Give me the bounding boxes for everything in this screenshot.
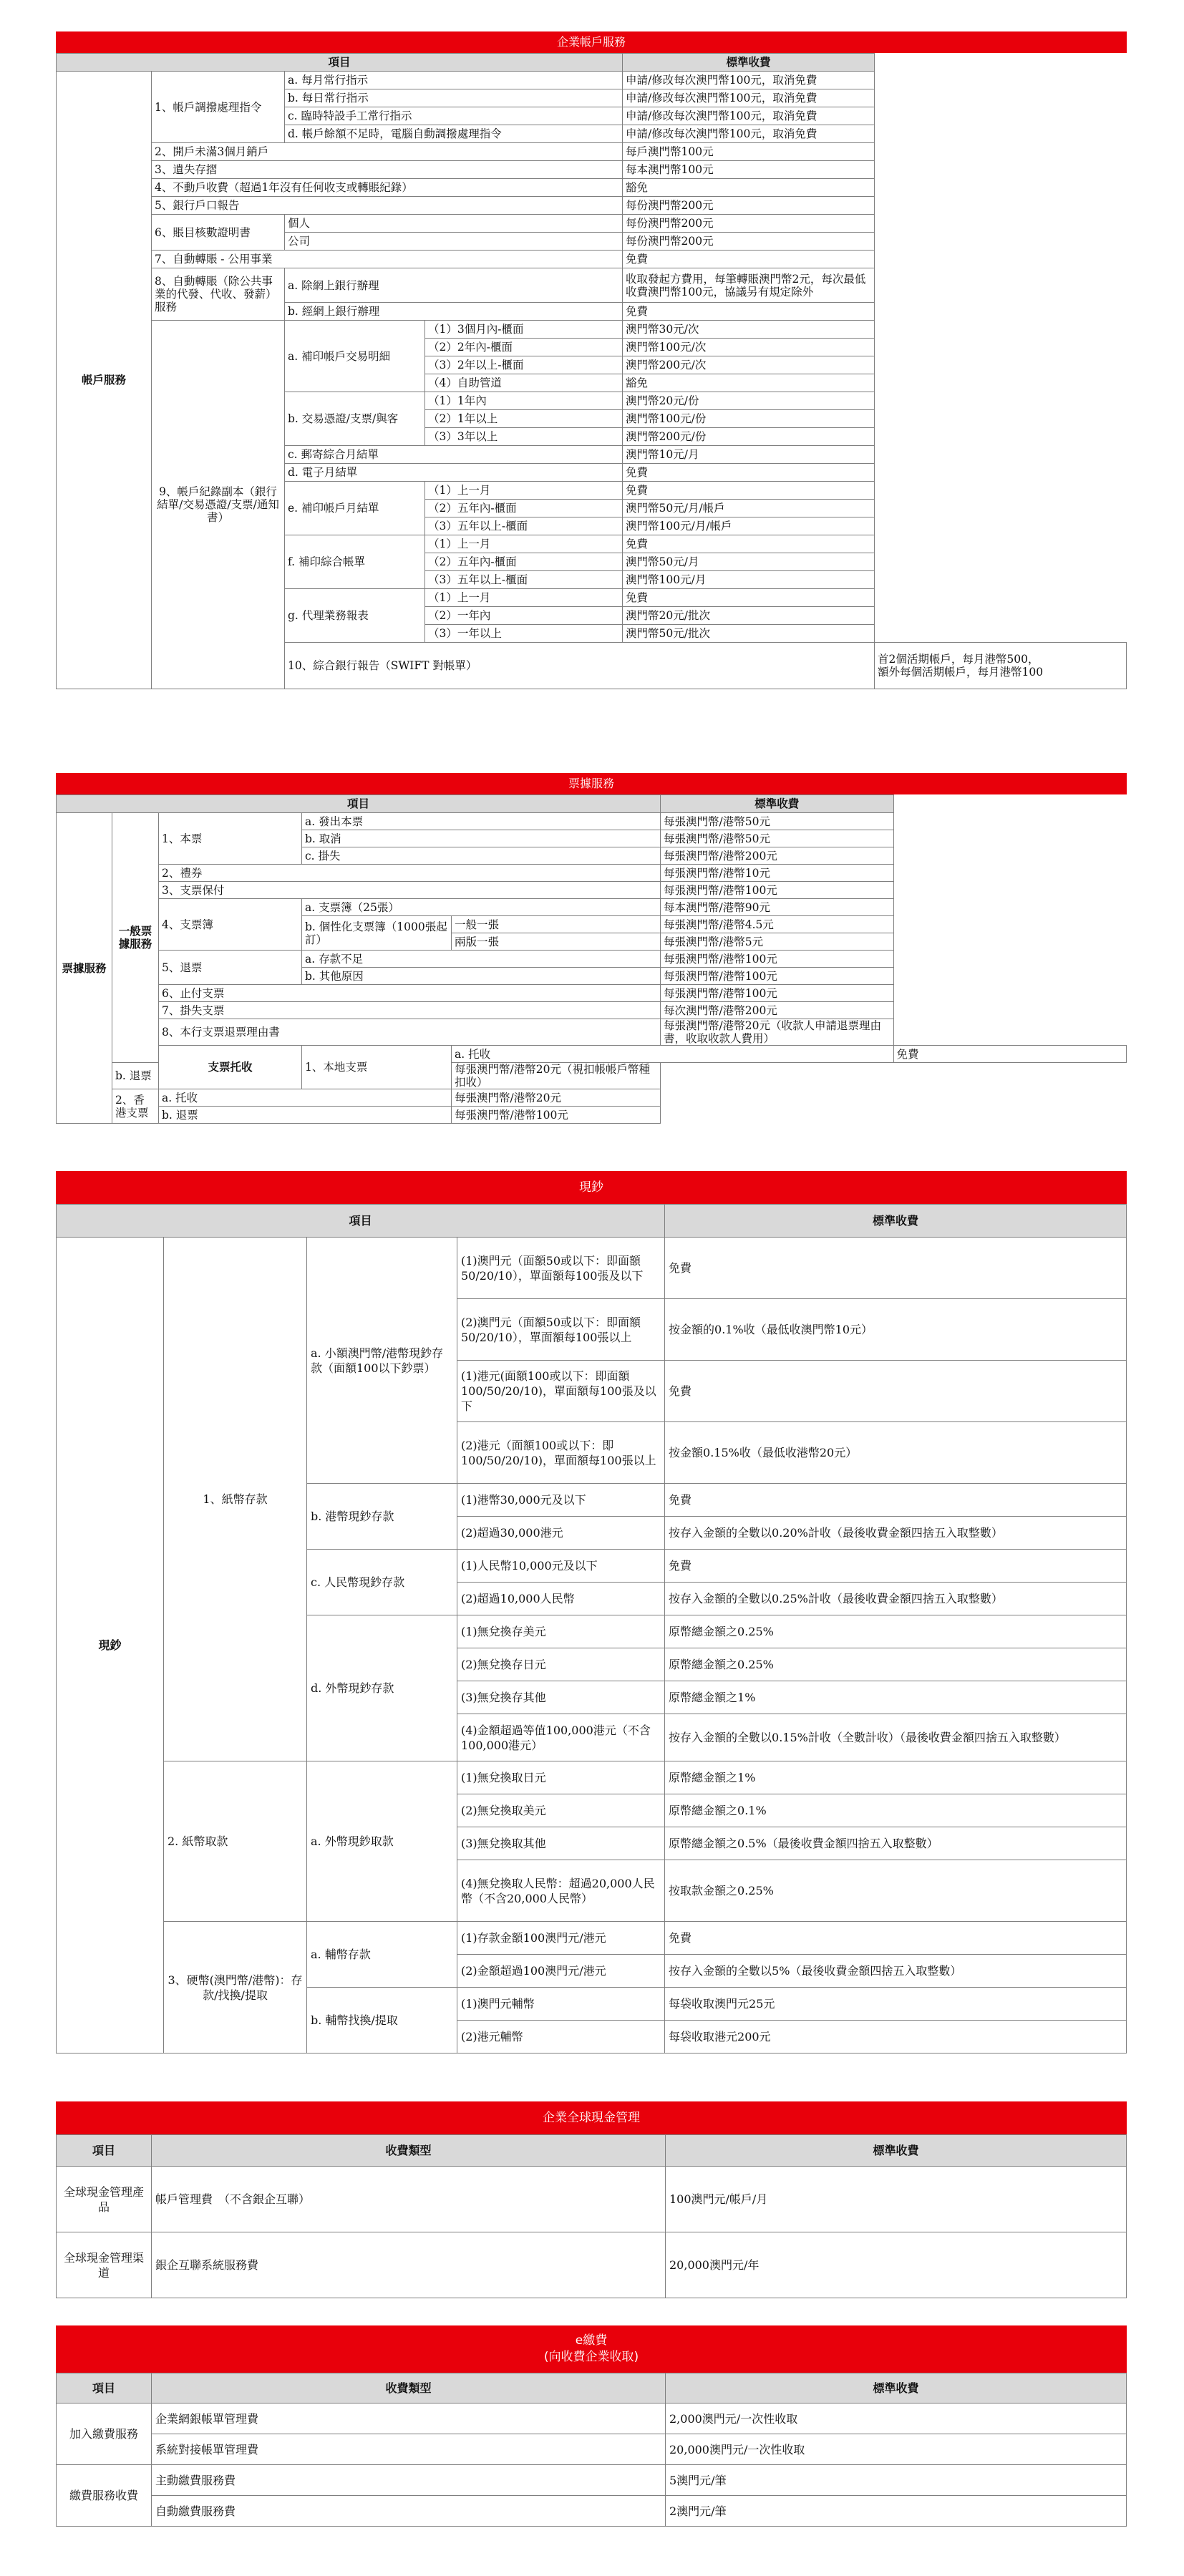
item-label: 3、遺失存摺 bbox=[152, 161, 623, 179]
item-label: 3、支票保付 bbox=[159, 882, 661, 899]
section-title bbox=[56, 2325, 1127, 2373]
fee-value: 每戶澳門幣100元 bbox=[623, 143, 875, 161]
section-title: 現鈔 bbox=[56, 1171, 1127, 1204]
item-label: 3、硬幣(澳門幣/港幣)：存款/找換/提取 bbox=[164, 1922, 307, 2053]
item-label: 8、自動轉賬（除公共事業的代發、代收、發薪）服務 bbox=[152, 268, 285, 321]
item-label: (1)港幣30,000元及以下 bbox=[457, 1484, 665, 1517]
item-label: （2）五年內-櫃面 bbox=[425, 553, 623, 571]
fee-value: 每張澳門幣/港幣100元 bbox=[661, 951, 893, 968]
item-label: b. 港幣現鈔存款 bbox=[307, 1484, 457, 1550]
item-label: a. 每月常行指示 bbox=[285, 72, 623, 89]
fee-value: 免費 bbox=[665, 1550, 1127, 1583]
item-label: 2、香港支票 bbox=[112, 1089, 159, 1124]
fee-value: 按金額的0.1%收（最低收澳門幣10元） bbox=[665, 1299, 1127, 1361]
fee-value: 豁免 bbox=[623, 374, 875, 392]
fee-value: 澳門幣20元/批次 bbox=[623, 607, 875, 625]
item-label: a. 補印帳戶交易明細 bbox=[285, 321, 425, 392]
item-label: 6、賬目核數證明書 bbox=[152, 215, 285, 251]
fee-value: 澳門幣30元/次 bbox=[623, 321, 875, 339]
item-label: b. 交易憑證/支票/與客 bbox=[285, 392, 425, 446]
fee-value: 按存入金額的全數以0.20%計收（最後收費金額四捨五入取整數） bbox=[665, 1517, 1127, 1550]
fee-value: 原幣總金額之0.5%（最後收費金額四捨五入取整數） bbox=[665, 1827, 1127, 1860]
fee-value: 按金額0.15%收（最低收港幣20元） bbox=[665, 1422, 1127, 1484]
global-cash-management-table bbox=[56, 2134, 1127, 2298]
fee-value: 原幣總金額之1% bbox=[665, 1761, 1127, 1794]
item-label: （3）五年以上-櫃面 bbox=[425, 571, 623, 589]
item-label: 4、不動戶收費（超過1年沒有任何收支或轉賬紀錄） bbox=[152, 179, 623, 197]
fee-value: 免費 bbox=[623, 535, 875, 553]
fee-line: 額外每個活期帳戶，每月港幣100 bbox=[878, 666, 1044, 679]
item-label: (1)存款金額100澳門元/港元 bbox=[457, 1922, 665, 1955]
header-fee: 標準收費 bbox=[666, 2373, 1127, 2404]
cash-section bbox=[56, 1171, 1127, 2053]
cash-table bbox=[56, 1204, 1127, 2053]
item-label: d. 外幣現鈔存款 bbox=[307, 1615, 457, 1761]
fee-value: 按取款金額之0.25% bbox=[665, 1860, 1127, 1922]
item-label: d. 電子月結單 bbox=[285, 464, 623, 482]
fee-value: 每份澳門幣200元 bbox=[623, 215, 875, 233]
item-label: 1、帳戶調撥處理指令 bbox=[152, 72, 285, 143]
fee-value: 澳門幣20元/份 bbox=[623, 392, 875, 410]
header-fee: 標準收費 bbox=[666, 2135, 1127, 2167]
item-label: (2)超過10,000人民幣 bbox=[457, 1583, 665, 1615]
item-label: f. 補印綜合帳單 bbox=[285, 535, 425, 589]
item-label: c. 人民幣現鈔存款 bbox=[307, 1550, 457, 1615]
item-label: (1)人民幣10,000元及以下 bbox=[457, 1550, 665, 1583]
fee-value: 按存入金額的全數以0.25%計收（最後收費金額四捨五入取整數） bbox=[665, 1583, 1127, 1615]
item-label: a. 托收 bbox=[159, 1089, 452, 1107]
item-label: 7、自動轉賬 - 公用事業 bbox=[152, 251, 623, 268]
fee-value: 豁免 bbox=[623, 179, 875, 197]
item-label: (2)澳門元（面額50或以下：即面額50/20/10），單面額每100張以上 bbox=[457, 1299, 665, 1361]
item-label: b. 每日常行指示 bbox=[285, 89, 623, 107]
item-label: a. 托收 bbox=[452, 1046, 894, 1063]
item-label: (1)澳門元輔幣 bbox=[457, 1988, 665, 2021]
item-label: 10、綜合銀行報告（SWIFT 對帳單） bbox=[285, 643, 875, 689]
item-label: a. 外幣現鈔取款 bbox=[307, 1761, 457, 1922]
item-label: b. 退票 bbox=[112, 1063, 302, 1089]
fee-type: 系統對接帳單管理費 bbox=[152, 2434, 666, 2465]
item-label: (2)金額超過100澳門元/港元 bbox=[457, 1955, 665, 1988]
fee-type: 銀企互聯系統服務費 bbox=[152, 2232, 666, 2298]
fee-value: 澳門幣100元/月 bbox=[623, 571, 875, 589]
item-label: (2)超過30,000港元 bbox=[457, 1517, 665, 1550]
fee-value: 澳門幣50元/批次 bbox=[623, 625, 875, 643]
item-label: 全球現金管理渠道 bbox=[57, 2232, 152, 2298]
fee-value: 原幣總金額之1% bbox=[665, 1681, 1127, 1714]
fee-value: 每張澳門幣/港幣5元 bbox=[661, 933, 893, 951]
e-payment-section bbox=[56, 2325, 1127, 2527]
item-label: （1）3個月內-櫃面 bbox=[425, 321, 623, 339]
fee-value: 20,000澳門元/年 bbox=[666, 2232, 1127, 2298]
item-label: （2）2年內-櫃面 bbox=[425, 339, 623, 356]
fee-value: 澳門幣10元/月 bbox=[623, 446, 875, 464]
item-label: 1、紙幣存款 bbox=[164, 1238, 307, 1761]
fee-value: 申請/修改每次澳門幣100元，取消免費 bbox=[623, 125, 875, 143]
category-label: 帳戶服務 bbox=[57, 72, 152, 689]
fee-value: 每張澳門幣/港幣200元 bbox=[661, 847, 893, 865]
item-label: 1、本票 bbox=[159, 813, 302, 865]
item-label: 2、禮券 bbox=[159, 865, 661, 882]
category-label: 票據服務 bbox=[57, 813, 112, 1124]
e-payment-table bbox=[56, 2373, 1127, 2527]
item-label: c. 掛失 bbox=[302, 847, 661, 865]
item-label: b. 其他原因 bbox=[302, 968, 661, 985]
item-label: 公司 bbox=[285, 233, 623, 251]
section-subtitle: (向收費企業收取) bbox=[543, 2350, 639, 2364]
item-label: 一般一張 bbox=[452, 916, 661, 933]
group-label: 一般票據服務 bbox=[112, 813, 159, 1063]
fee-value: 免費 bbox=[623, 251, 875, 268]
account-services-table bbox=[56, 53, 1127, 689]
fee-value: 澳門幣100元/次 bbox=[623, 339, 875, 356]
item-label: 個人 bbox=[285, 215, 623, 233]
fee-value: 澳門幣100元/份 bbox=[623, 410, 875, 428]
fee-value: 每份澳門幣200元 bbox=[623, 197, 875, 215]
header-fee: 標準收費 bbox=[661, 795, 893, 813]
item-label: a. 支票簿（25張） bbox=[302, 899, 661, 916]
item-label: （3）一年以上 bbox=[425, 625, 623, 643]
item-label: a. 發出本票 bbox=[302, 813, 661, 830]
item-label: （2）一年內 bbox=[425, 607, 623, 625]
fee-value: 每張澳門幣/港幣100元 bbox=[661, 882, 893, 899]
fee-value: 申請/修改每次澳門幣100元，取消免費 bbox=[623, 89, 875, 107]
item-label: 8、本行支票退票理由書 bbox=[159, 1019, 661, 1046]
item-label: (1)澳門元（面額50或以下：即面額50/20/10），單面額每100張及以下 bbox=[457, 1238, 665, 1299]
fee-value: 每張澳門幣/港幣100元 bbox=[661, 985, 893, 1002]
item-label: （2）五年內-櫃面 bbox=[425, 500, 623, 517]
item-label: 7、掛失支票 bbox=[159, 1002, 661, 1019]
fee-value: 5澳門元/筆 bbox=[666, 2465, 1127, 2496]
bill-services-section bbox=[56, 773, 1127, 1124]
fee-value: 申請/修改每次澳門幣100元，取消免費 bbox=[623, 72, 875, 89]
item-label: （1）上一月 bbox=[425, 535, 623, 553]
fee-value: 每本澳門幣100元 bbox=[623, 161, 875, 179]
fee-value: 按存入金額的全數以0.15%計收（全數計收）（最後收費金額四捨五入取整數） bbox=[665, 1714, 1127, 1761]
fee-value: 免費 bbox=[623, 464, 875, 482]
fee-value: 免費 bbox=[893, 1046, 1127, 1063]
item-label: 繳費服務收費 bbox=[57, 2465, 152, 2527]
item-label: c. 臨時特設手工常行指示 bbox=[285, 107, 623, 125]
item-label: (1)港元(面額100或以下：即面額100/50/20/10)，單面額每100張及以下 bbox=[457, 1361, 665, 1422]
fee-value: 澳門幣100元/月/帳戶 bbox=[623, 517, 875, 535]
item-label: （1）1年內 bbox=[425, 392, 623, 410]
item-label: (2)無兌換存日元 bbox=[457, 1648, 665, 1681]
fee-value: 每張澳門幣/港幣10元 bbox=[661, 865, 893, 882]
header-type: 收費類型 bbox=[152, 2135, 666, 2167]
fee-value: 每張澳門幣/港幣4.5元 bbox=[661, 916, 893, 933]
item-label: (2)無兌換取美元 bbox=[457, 1794, 665, 1827]
item-label: 6、止付支票 bbox=[159, 985, 661, 1002]
fee-value: 每袋收取澳門元25元 bbox=[665, 1988, 1127, 2021]
item-label: a. 輔幣存款 bbox=[307, 1922, 457, 1988]
header-fee: 標準收費 bbox=[623, 54, 875, 72]
fee-value: 2澳門元/筆 bbox=[666, 2496, 1127, 2527]
item-label: (4)金額超過等值100,000港元（不含100,000港元） bbox=[457, 1714, 665, 1761]
fee-value: 澳門幣50元/月 bbox=[623, 553, 875, 571]
header-item: 項目 bbox=[57, 54, 623, 72]
fee-value: 每張澳門幣/港幣20元 bbox=[452, 1089, 661, 1107]
item-label: (2)港元輔幣 bbox=[457, 2021, 665, 2053]
item-label: （3）2年以上-櫃面 bbox=[425, 356, 623, 374]
item-label: 5、銀行戶口報告 bbox=[152, 197, 623, 215]
item-label: a. 存款不足 bbox=[302, 951, 661, 968]
item-label: 5、退票 bbox=[159, 951, 302, 985]
fee-type: 主動繳費服務費 bbox=[152, 2465, 666, 2496]
fee-value: 按存入金額的全數以5%（最後收費金額四捨五入取整數） bbox=[665, 1955, 1127, 1988]
item-label: b. 退票 bbox=[159, 1107, 452, 1124]
fee-value: 澳門幣50元/月/帳戶 bbox=[623, 500, 875, 517]
account-services-section bbox=[56, 31, 1127, 689]
item-label: (3)無兌換取其他 bbox=[457, 1827, 665, 1860]
header-type: 收費類型 bbox=[152, 2373, 666, 2404]
fee-value: 免費 bbox=[665, 1238, 1127, 1299]
fee-value: 每張澳門幣/港幣20元（收款人申請退票理由書，收取收款人費用） bbox=[661, 1019, 893, 1046]
fee-type: 自動繳費服務費 bbox=[152, 2496, 666, 2527]
section-title-line: e繳費 bbox=[575, 2333, 608, 2348]
item-label: （4）自助管道 bbox=[425, 374, 623, 392]
section-title: 企業全球現金管理 bbox=[56, 2101, 1127, 2134]
fee-value: 免費 bbox=[623, 482, 875, 500]
fee-value: 免費 bbox=[665, 1922, 1127, 1955]
item-label: (3)無兌換存其他 bbox=[457, 1681, 665, 1714]
fee-value: 澳門幣200元/份 bbox=[623, 428, 875, 446]
header-item: 項目 bbox=[57, 795, 661, 813]
item-label: 兩版一張 bbox=[452, 933, 661, 951]
fee-value: 原幣總金額之0.1% bbox=[665, 1794, 1127, 1827]
section-title: 票據服務 bbox=[56, 773, 1127, 794]
fee-value: 免費 bbox=[665, 1361, 1127, 1422]
item-label: b. 輔幣找換/提取 bbox=[307, 1988, 457, 2053]
header-item: 項目 bbox=[57, 2373, 152, 2404]
group-label: 支票托收 bbox=[159, 1046, 302, 1089]
fee-value: 原幣總金額之0.25% bbox=[665, 1615, 1127, 1648]
item-label: d. 帳戶餘額不足時，電腦自動調撥處理指令 bbox=[285, 125, 623, 143]
section-title: 企業帳戶服務 bbox=[56, 31, 1127, 53]
fee-value: 每張澳門幣/港幣50元 bbox=[661, 830, 893, 847]
item-label: （3）3年以上 bbox=[425, 428, 623, 446]
fee-value: 申請/修改每次澳門幣100元，取消免費 bbox=[623, 107, 875, 125]
item-label: g. 代理業務報表 bbox=[285, 589, 425, 643]
item-label: c. 郵寄綜合月結單 bbox=[285, 446, 623, 464]
item-label: b. 經網上銀行辦理 bbox=[285, 303, 623, 321]
fee-value: 每張澳門幣/港幣100元 bbox=[661, 968, 893, 985]
category-label: 現鈔 bbox=[57, 1238, 164, 2053]
fee-type: 帳戶管理費 （不含銀企互聯） bbox=[152, 2167, 666, 2232]
fee-value: 收取發起方費用，每筆轉賬澳門幣2元，每次最低收費澳門幣100元，協議另有規定除外 bbox=[623, 268, 875, 303]
header-item: 項目 bbox=[57, 2135, 152, 2167]
fee-value: 免費 bbox=[623, 589, 875, 607]
item-label: 4、支票簿 bbox=[159, 899, 302, 951]
fee-value: 每張澳門幣/港幣50元 bbox=[661, 813, 893, 830]
item-label: b. 取消 bbox=[302, 830, 661, 847]
item-label: b. 個性化支票簿（1000張起訂） bbox=[302, 916, 452, 951]
fee-value: 100澳門元/帳戶/月 bbox=[666, 2167, 1127, 2232]
fee-value: 每本澳門幣/港幣90元 bbox=[661, 899, 893, 916]
item-label: (1)無兌換取日元 bbox=[457, 1761, 665, 1794]
fee-type: 企業網銀帳單管理費 bbox=[152, 2404, 666, 2434]
fee-value: 澳門幣200元/次 bbox=[623, 356, 875, 374]
item-label: （3）五年以上-櫃面 bbox=[425, 517, 623, 535]
item-label: 1、本地支票 bbox=[302, 1046, 452, 1089]
fee-value: 原幣總金額之0.25% bbox=[665, 1648, 1127, 1681]
fee-value: 每份澳門幣200元 bbox=[623, 233, 875, 251]
item-label: 加入繳費服務 bbox=[57, 2404, 152, 2465]
fee-value: 免費 bbox=[665, 1484, 1127, 1517]
global-cash-management-section bbox=[56, 2101, 1127, 2298]
fee-value: 每張澳門幣/港幣100元 bbox=[452, 1107, 661, 1124]
header-item: 項目 bbox=[57, 1205, 665, 1238]
item-label: （2）1年以上 bbox=[425, 410, 623, 428]
bill-services-table bbox=[56, 794, 1127, 1124]
fee-value: 免費 bbox=[623, 303, 875, 321]
fee-value bbox=[875, 643, 1127, 689]
item-label: （1）上一月 bbox=[425, 482, 623, 500]
item-label: e. 補印帳戶月結單 bbox=[285, 482, 425, 535]
fee-value: 每次澳門幣/港幣200元 bbox=[661, 1002, 893, 1019]
item-label: 9、帳戶紀錄副本（銀行結單/交易憑證/支票/通知書） bbox=[152, 321, 285, 689]
item-label: （1）上一月 bbox=[425, 589, 623, 607]
item-label: (2)港元（面額100或以下：即100/50/20/10)，單面額每100張以上 bbox=[457, 1422, 665, 1484]
item-label: a. 除網上銀行辦理 bbox=[285, 268, 623, 303]
fee-line: 首2個活期帳戶，每月港幣500， bbox=[878, 653, 1039, 666]
item-label: a. 小額澳門幣/港幣現鈔存款（面額100以下鈔票） bbox=[307, 1238, 457, 1484]
item-label: 全球現金管理產品 bbox=[57, 2167, 152, 2232]
item-label: (4)無兌換取人民幣：超過20,000人民幣（不含20,000人民幣） bbox=[457, 1860, 665, 1922]
fee-value: 2,000澳門元/一次性收取 bbox=[666, 2404, 1127, 2434]
fee-value: 每張澳門幣/港幣20元（視扣帳帳戶幣種扣收） bbox=[452, 1063, 661, 1089]
header-fee: 標準收費 bbox=[665, 1205, 1127, 1238]
item-label: 2、開戶未滿3個月銷戶 bbox=[152, 143, 623, 161]
item-label: (1)無兌換存美元 bbox=[457, 1615, 665, 1648]
fee-value: 每袋收取港元200元 bbox=[665, 2021, 1127, 2053]
fee-value: 20,000澳門元/一次性收取 bbox=[666, 2434, 1127, 2465]
item-label: 2. 紙幣取款 bbox=[164, 1761, 307, 1922]
